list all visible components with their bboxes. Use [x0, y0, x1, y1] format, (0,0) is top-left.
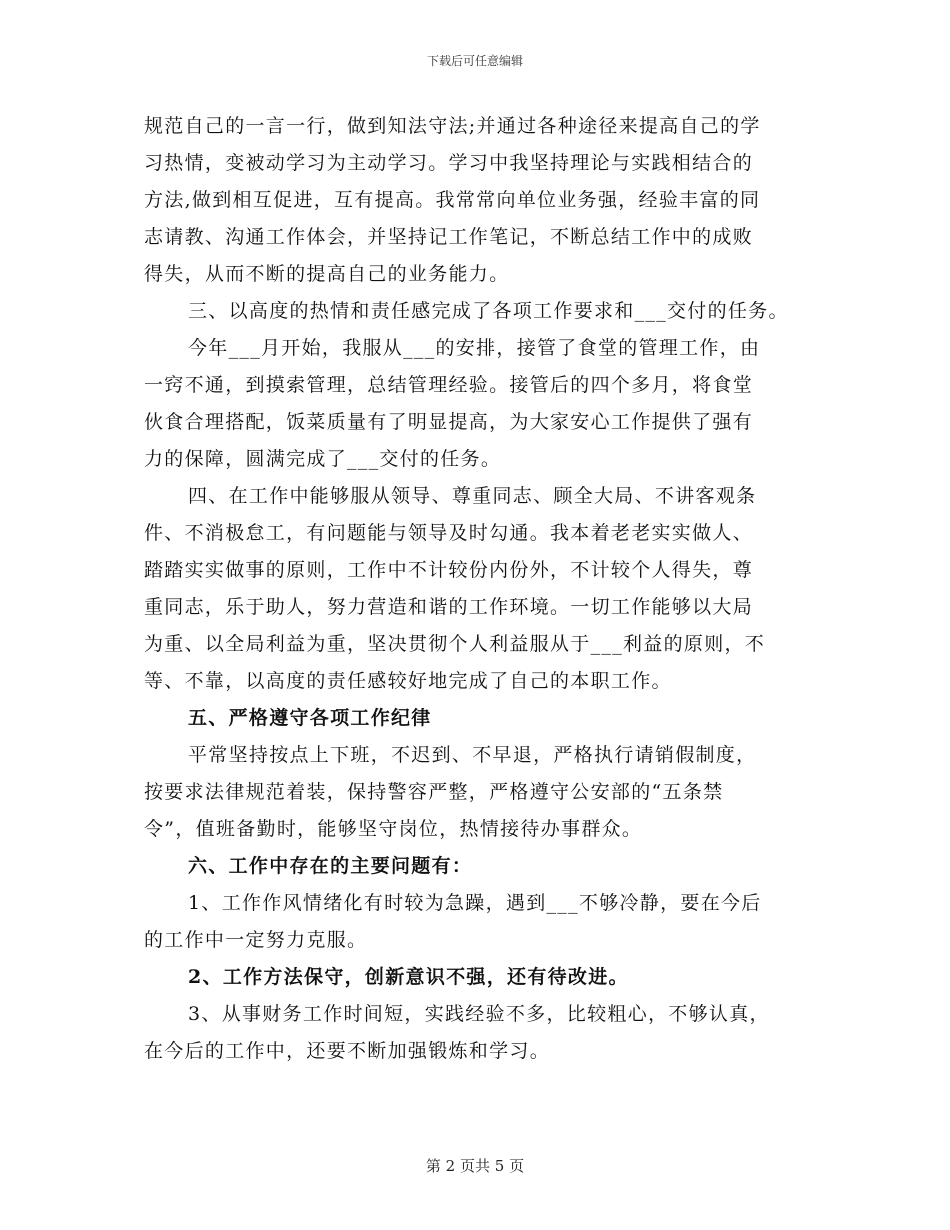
text-line: 等、不靠，以高度的责任感较好地完成了自己的本职工作。	[144, 670, 672, 692]
text-line: 四、在工作中能够服从领导、尊重同志、顾全大局、不讲客观条	[188, 485, 757, 507]
text-line: 为重、以全局利益为重，坚决贯彻个人利益服从于___利益的原则，不	[144, 633, 766, 655]
section-heading-line: 2、工作方法保守，创新意识不强，还有待改进。	[188, 966, 629, 988]
text-line: 件、不消极怠工，有问题能与领导及时勾通。我本着老老实实做人、	[144, 522, 754, 544]
text-line: 令”，值班备勤时，能够坚守岗位，热情接待办事群众。	[144, 818, 643, 840]
document-body	[144, 108, 834, 1070]
text-line: 得失，从而不断的提高自己的业务能力。	[144, 263, 510, 285]
section-heading-line: 六、工作中存在的主要问题有：	[188, 855, 473, 877]
text-line: 按要求法律规范着装，保持警容严整，严格遵守公安部的“五条禁	[144, 781, 724, 803]
text-line: 踏踏实实做事的原则，工作中不计较份内份外，不计较个人得失，尊	[144, 559, 754, 581]
text-line: 方法,做到相互促进，互有提高。我常常向单位业务强，经验丰富的同	[144, 189, 761, 211]
text-line: 的工作中一定努力克服。	[144, 929, 368, 951]
page-header: 下载后可任意编辑	[426, 54, 523, 68]
text-line: 规范自己的一言一行，做到知法守法;并通过各种途径来提高自己的学	[144, 115, 761, 137]
text-line: 3、从事财务工作时间短，实践经验不多，比较粗心，不够认真，	[188, 1003, 770, 1025]
text-line: 平常坚持按点上下班，不迟到、不早退，严格执行请销假制度，	[188, 744, 757, 766]
text-line: 三、以高度的热情和责任感完成了各项工作要求和___交付的任务。	[188, 300, 789, 322]
text-line: 重同志，乐于助人，努力营造和谐的工作环境。一切工作能够以大局	[144, 596, 754, 618]
section-heading-line: 五、严格遵守各项工作纪律	[188, 707, 432, 729]
text-line: 今年___月开始，我服从___的安排，接管了食堂的管理工作，由	[188, 337, 761, 359]
text-line: 志请教、沟通工作体会，并坚持记工作笔记，不断总结工作中的成败	[144, 226, 754, 248]
text-line: 力的保障，圆满完成了___交付的任务。	[144, 448, 502, 470]
text-line: 伙食合理搭配，饭菜质量有了明显提高，为大家安心工作提供了强有	[144, 411, 754, 433]
page-footer: 第 2 页共 5 页	[425, 1157, 525, 1175]
text-line: 一窍不通，到摸索管理，总结管理经验。接管后的四个多月，将食堂	[144, 374, 754, 396]
text-line: 习热情，变被动学习为主动学习。学习中我坚持理论与实践相结合的	[144, 152, 754, 174]
text-line: 在今后的工作中，还要不断加强锻炼和学习。	[144, 1040, 551, 1062]
text-line: 1、工作作风情绪化有时较为急躁，遇到___不够冷静，要在今后	[188, 892, 762, 914]
